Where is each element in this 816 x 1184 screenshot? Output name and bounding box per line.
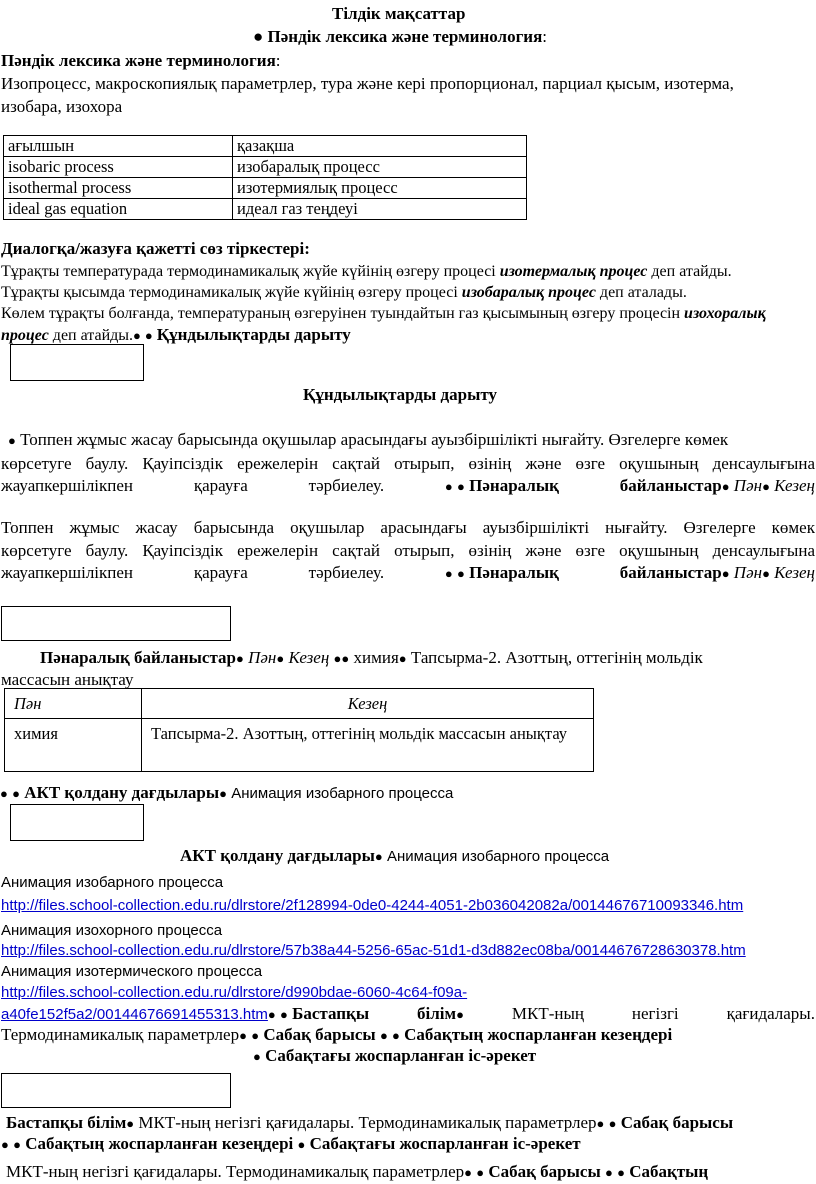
values-title: Құндылықтарды дарыту bbox=[303, 385, 497, 404]
empty-frame-1 bbox=[10, 344, 144, 381]
dialog-line-2: Тұрақты қысымда термодинамикалық жүйе күйінің өзгеру процесі изобаралық процес деп аталады. bbox=[1, 284, 687, 301]
animation-isochoric-label: Анимация изохорного процесса bbox=[1, 922, 223, 939]
header-english: ағылшын bbox=[4, 136, 233, 157]
vocabulary-table bbox=[3, 135, 527, 220]
prior-knowledge-line: a40fe152f5a2/00144676691455313.htm● ● Бастапқы білім● МКТ-ның негізгі қағидалары. bbox=[1, 1004, 815, 1023]
animation-isochoric-link[interactable]: http://files.school-collection.edu.ru/dlrstore/57b38a44-5256-65ac-51d1-d3d882ec08ba/00144676728630378.htm bbox=[1, 942, 746, 959]
empty-frame-2 bbox=[1, 606, 231, 641]
empty-frame-3 bbox=[10, 804, 144, 841]
values-para2-line2: көрсетуге баулу. Қауіпсіздік ережелерін сақтай отырып, өзінің және өзге оқушының денсаулығына bbox=[1, 541, 815, 560]
animation-isothermal-link-part2[interactable]: a40fe152f5a2/00144676691455313.htm bbox=[1, 1006, 268, 1023]
lexicon-terms-line2: изобара, изохора bbox=[1, 97, 123, 116]
ict-title: АКТ қолдану дағдылары● Анимация изобарного процесса bbox=[180, 846, 610, 865]
table-row: химия Тапсырма-2. Азоттың, оттегінің мольдік массасын анықтау bbox=[5, 719, 594, 772]
header-stage: Кезең bbox=[142, 689, 594, 719]
interdisciplinary-line2: массасын анықтау bbox=[1, 670, 134, 689]
thermo-params-line: Термодинамикалық параметрлер● ● Сабақ барысы ● ● Сабақтың жоспарланған кезеңдері bbox=[1, 1025, 673, 1044]
subheading-lexicon: ● Пәндік лексика және терминология: bbox=[253, 27, 548, 46]
lexicon-title: Пәндік лексика және терминология: bbox=[1, 51, 281, 70]
animation-isobaric-link[interactable]: http://files.school-collection.edu.ru/dlrstore/2f128994-0de0-4244-4051-2b036042082a/00144676710093346.htm bbox=[1, 897, 744, 914]
values-para1-line2: көрсетуге баулу. Қауіпсіздік ережелерін сақтай отырып, өзінің және өзге оқушының денсаулығына bbox=[1, 454, 815, 473]
final-line-2: ● ● Сабақтың жоспарланған кезеңдері ● Сабақтағы жоспарланған іс-әрекет bbox=[1, 1134, 581, 1153]
table-row: isothermal process изотермиялық процесс bbox=[4, 178, 527, 199]
values-para2-line1: Топпен жұмыс жасау барысында оқушылар арасындағы ауызбіршілікті нығайту. Өзгелерге көмек bbox=[1, 518, 815, 537]
values-para2-line3: жауапкершілікпен қарауға тәрбиелеу. ● ● Пәнаралық байланыстар● Пән● Кезең bbox=[1, 563, 815, 582]
header-kazakh: қазақша bbox=[233, 136, 527, 157]
table-header-row bbox=[5, 689, 594, 719]
page-heading: Тілдік мақсаттар bbox=[332, 4, 466, 23]
values-para1-line3: жауапкершілікпен қарауға тәрбиелеу. ● ● Пәнаралық байланыстар● Пән● Кезең bbox=[1, 476, 815, 495]
dialog-line-4: процес деп атайды.● ● Құндылықтарды дарыту bbox=[1, 325, 351, 344]
final-line-3: МКТ-ның негізгі қағидалары. Термодинамикалық параметрлер● ● Сабақ барысы ● ● Сабақтың bbox=[6, 1162, 709, 1181]
final-line-1: Бастапқы білім● МКТ-ның негізгі қағидалары. Термодинамикалық параметрлер● ● Сабақ барысы bbox=[6, 1113, 734, 1132]
table-header-row bbox=[4, 136, 527, 157]
planned-activity-title: ● Сабақтағы жоспарланған іс-әрекет bbox=[253, 1046, 537, 1065]
table-row: isobaric process изобаралық процесс bbox=[4, 157, 527, 178]
dialog-title: Диалогқа/жазуға қажетті сөз тіркестері: bbox=[1, 239, 310, 258]
lexicon-terms-line1: Изопроцесс, макроскопиялық параметрлер, тура және кері пропорционал, парциал қысым, изотерма, bbox=[1, 74, 734, 93]
dialog-line-3: Көлем тұрақты болғанда, температураның өзгеруінен туындайтын газ қысымының өзгеру процесін изохоралық bbox=[1, 305, 766, 322]
dialog-line-1: Тұрақты температурада термодинамикалық жүйе күйінің өзгеру процесі изотермалық процес деп атайды. bbox=[1, 263, 732, 280]
bullet: ● bbox=[253, 27, 264, 46]
table-row: ideal gas equation идеал газ теңдеуі bbox=[4, 199, 527, 220]
empty-frame-4 bbox=[1, 1073, 231, 1108]
header-subject: Пән bbox=[5, 689, 142, 719]
interdisciplinary-line1: Пәнаралық байланыстар● Пән● Кезең ●● химия● Тапсырма-2. Азоттың, оттегінің мольдік bbox=[40, 648, 703, 667]
values-para1-line1: ● Топпен жұмыс жасау барысында оқушылар арасындағы ауызбіршілікті нығайту. Өзгелерге көмек bbox=[8, 430, 729, 449]
animation-isothermal-link-part1[interactable]: http://files.school-collection.edu.ru/dlrstore/d990bdae-6060-4c64-f09a- bbox=[1, 984, 468, 1001]
task-table bbox=[4, 688, 594, 772]
animation-isothermal-label: Анимация изотермического процесса bbox=[1, 963, 263, 980]
ict-line: ● ● АКТ қолдану дағдылары● Анимация изобарного процесса bbox=[0, 783, 454, 802]
animation-isobaric-label: Анимация изобарного процесса bbox=[1, 874, 224, 891]
